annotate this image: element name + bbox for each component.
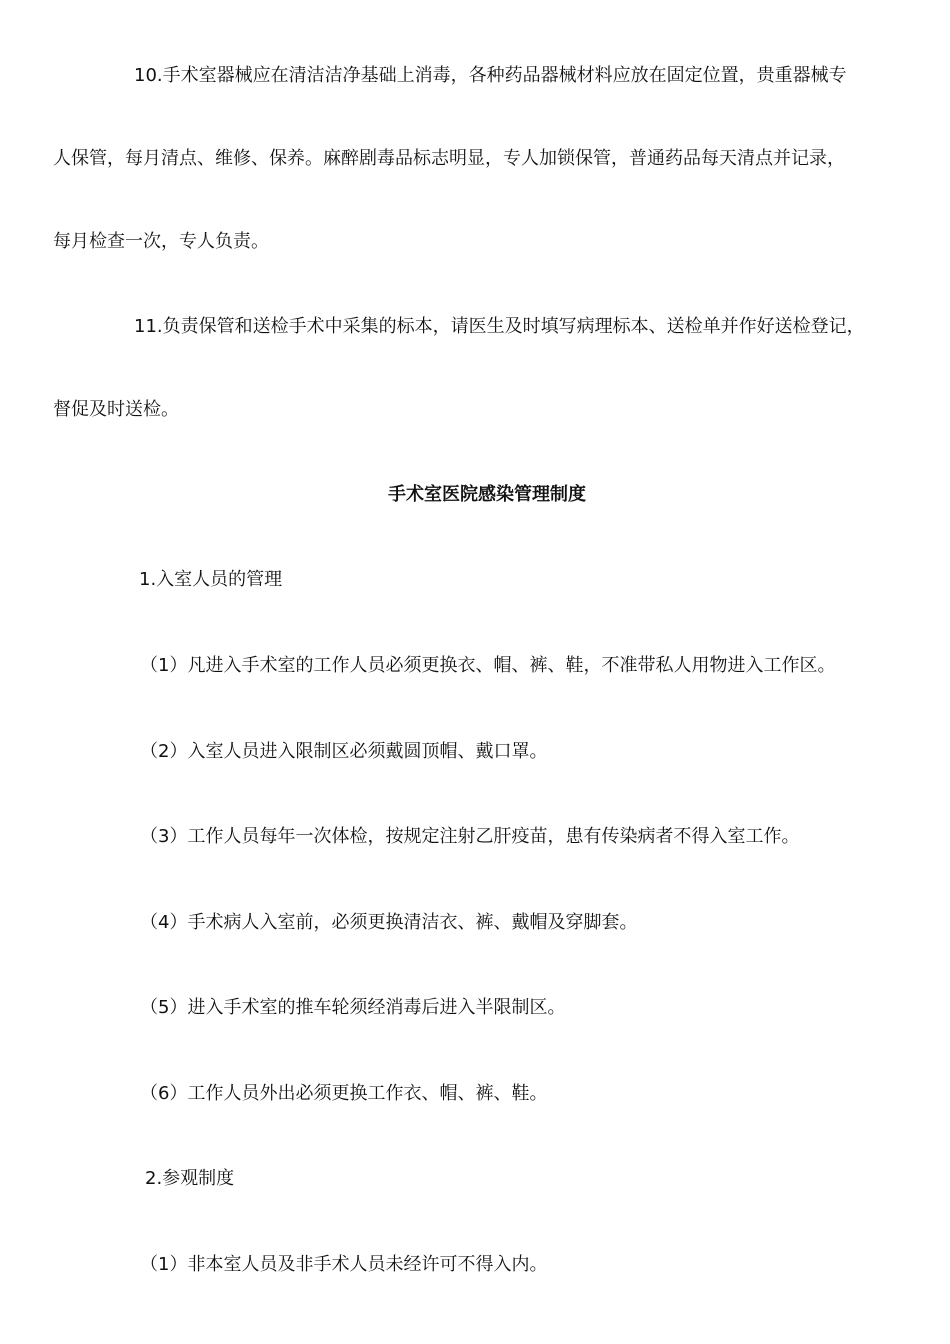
list-item: （2）入室人员进入限制区必须戴圆顶帽、戴口罩。 <box>140 741 548 762</box>
paragraph-10-line-1: 10.手术室器械应在清洁洁净基础上消毒，各种药品器械材料应放在固定位置，贵重器械专 <box>134 65 847 86</box>
list-item: （3）工作人员每年一次体检，按规定注射乙肝疫苗，患有传染病者不得入室工作。 <box>140 826 800 847</box>
paragraph-10-line-2: 人保管，每月清点、维修、保养。麻醉剧毒品标志明显，专人加锁保管，普通药品每天清点并记录， <box>53 148 845 169</box>
list-item: （6）工作人员外出必须更换工作衣、帽、裤、鞋。 <box>140 1083 548 1104</box>
section-1-heading: 1.入室人员的管理 <box>139 569 283 590</box>
list-item: （1）非本室人员及非手术人员未经许可不得入内。 <box>140 1254 548 1275</box>
paragraph-11-line-2: 督促及时送检。 <box>53 399 179 420</box>
list-item: （4）手术病人入室前，必须更换清洁衣、裤、戴帽及穿脚套。 <box>140 912 638 933</box>
section-2-heading: 2.参观制度 <box>145 1168 235 1189</box>
section-title: 手术室医院感染管理制度 <box>388 484 586 505</box>
paragraph-10-line-3: 每月检查一次，专人负责。 <box>53 231 269 252</box>
list-item: （1）凡进入手术室的工作人员必须更换衣、帽、裤、鞋，不准带私人用物进入工作区。 <box>140 655 836 676</box>
list-item: （5）进入手术室的推车轮须经消毒后进入半限制区。 <box>140 997 566 1018</box>
paragraph-11-line-1: 11.负责保管和送检手术中采集的标本，请医生及时填写病理标本、送检单并作好送检登记， <box>134 316 865 337</box>
